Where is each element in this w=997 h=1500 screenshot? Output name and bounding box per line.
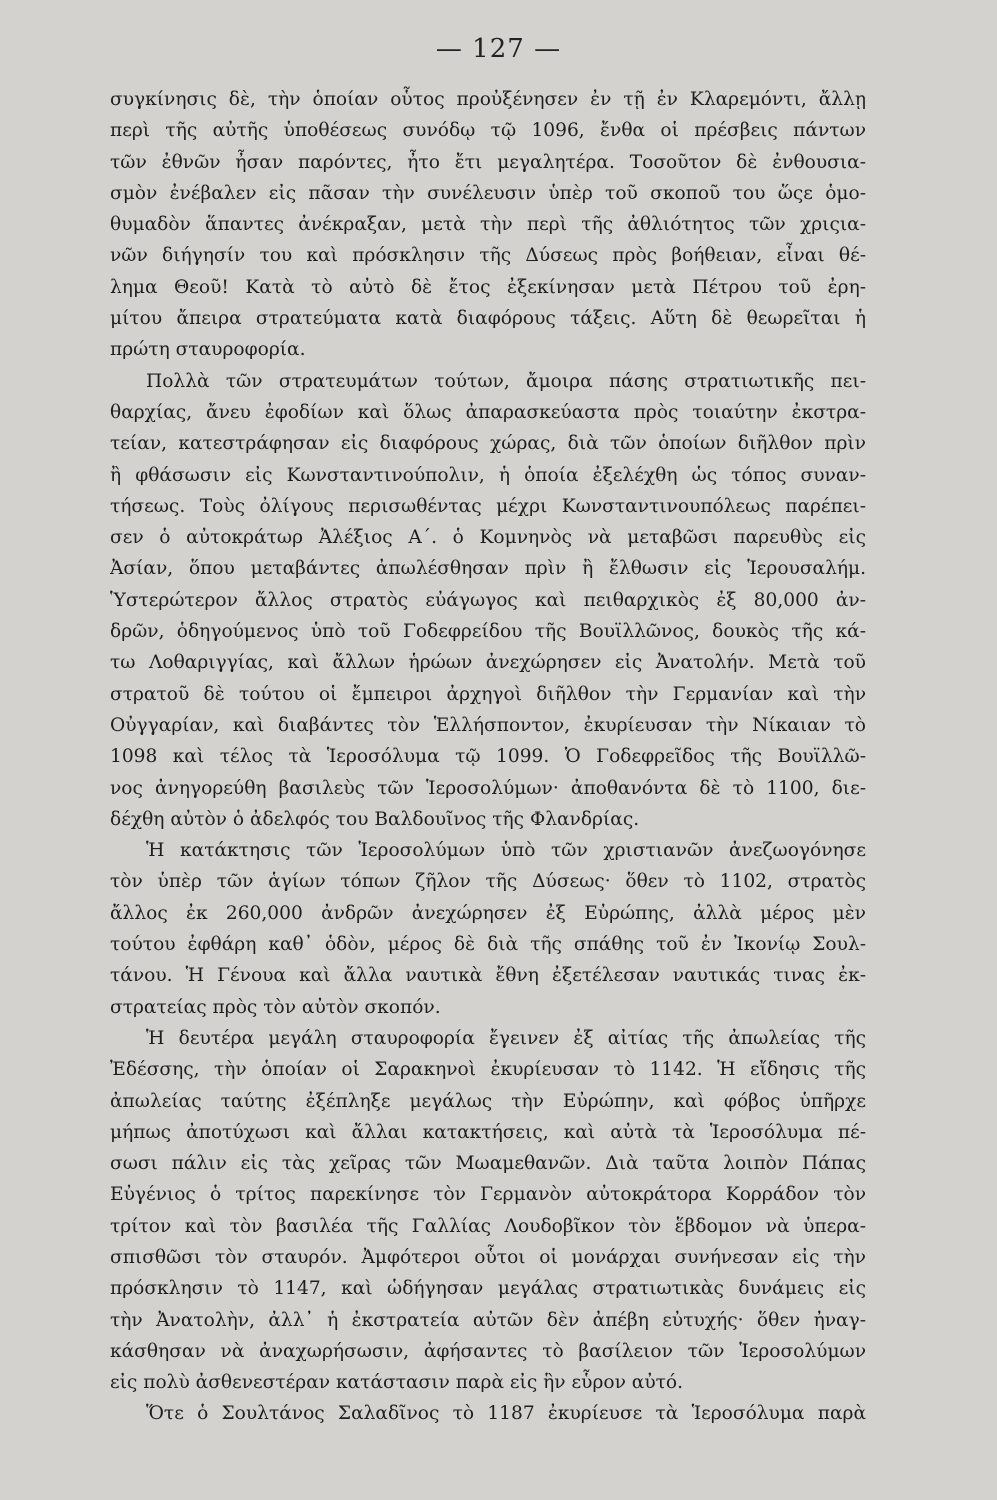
text-line: στρατείας πρὸς τὸν αὐτὸν σκοπόν. bbox=[110, 996, 441, 1018]
text-line: νος ἀνηγορεύθη βασιλεὺς τῶν Ἱεροσολύμων· ἀποθανόντα δὲ τὸ 1100, διε- bbox=[110, 777, 866, 799]
text-line: Ἀσίαν, ὅπου μεταβάντες ἀπωλέσθησαν πρὶν ἢ ἔλθωσιν εἰς Ἱερουσαλήμ. bbox=[110, 558, 866, 580]
text-line: συγκίνησις δὲ, τὴν ὁποίαν οὗτος προὐξένησεν ἐν τῇ ἐν Κλαρεμόντι, ἄλλῃ bbox=[110, 89, 866, 110]
text-line: θαρχίας, ἄνευ ἐφοδίων καὶ ὅλως ἀπαρασκεύαστα πρὸς τοιαύτην ἐκστρα- bbox=[110, 401, 866, 423]
paragraph bbox=[110, 1023, 866, 1399]
text-line: περὶ τῆς αὐτῆς ὑποθέσεως συνόδῳ τῷ 1096, ἔνθα οἱ πρέσβεις πάντων bbox=[110, 120, 866, 142]
text-line: τούτου ἐφθάρη καθ᾽ ὁδὸν, μέρος δὲ διὰ τῆς σπάθης τοῦ ἐν Ἰκονίῳ Σουλ- bbox=[110, 934, 866, 956]
text-line: τὴν Ἀνατολὴν, ἀλλ᾽ ἡ ἐκστρατεία αὐτῶν δὲν ἀπέβη εὐτυχής· ὅθεν ἠναγ- bbox=[110, 1309, 866, 1331]
paragraph bbox=[110, 84, 866, 366]
page-number: — 127 — bbox=[435, 34, 562, 64]
paragraph bbox=[110, 835, 866, 1023]
text-line: τρίτον καὶ τὸν βασιλέα τῆς Γαλλίας Λουδοβῖκον τὸν ἕβδομον νὰ ὑπερα- bbox=[110, 1215, 866, 1237]
text-line: νῶν διήγησίν του καὶ πρόσκλησιν τῆς Δύσεως πρὸς βοήθειαν, εἶναι θέ- bbox=[110, 245, 866, 267]
text-line: Πολλὰ τῶν στρατευμάτων τούτων, ἄμοιρα πάσης στρατιωτικῆς πει- bbox=[146, 370, 866, 392]
text-line: εἰς πολὺ ἀσθενεστέραν κατάστασιν παρὰ εἰς ἣν εὗρον αὐτό. bbox=[110, 1372, 684, 1394]
text-line: δρῶν, ὁδηγούμενος ὑπὸ τοῦ Γοδεφρείδου τῆς Βουϊλλῶνος, δουκὸς τῆς κά- bbox=[110, 621, 866, 643]
text-line: μήπως ἀποτύχωσι καὶ ἄλλαι κατακτήσεις, καὶ αὐτὰ τὰ Ἱεροσόλυμα πέ- bbox=[110, 1121, 866, 1143]
text-line: πρώτη σταυροφορία. bbox=[110, 339, 306, 361]
text-line: ἀπωλείας ταύτης ἐξέπληξε μεγάλως τὴν Εὐρώπην, καὶ φόβος ὑπῆρχε bbox=[110, 1090, 866, 1112]
text-line: σωσι πάλιν εἰς τὰς χεῖρας τῶν Μωαμεθανῶν. Διὰ ταῦτα λοιπὸν Πάπας bbox=[110, 1153, 866, 1175]
text-line: Ὅτε ὁ Σουλτάνος Σαλαδῖνος τὸ 1187 ἐκυρίευσε τὰ Ἱεροσόλυμα παρὰ bbox=[146, 1403, 866, 1425]
text-line: ἄλλος ἐκ 260,000 ἀνδρῶν ἀνεχώρησεν ἐξ Εὐρώπης, ἀλλὰ μέρος μὲν bbox=[110, 902, 866, 924]
text-line: Οὐγγαρίαν, καὶ διαβάντες τὸν Ἑλλήσποντον, ἐκυρίευσαν τὴν Νίκαιαν τὸ bbox=[110, 714, 866, 736]
text-line: τω Λοθαριγγίας, καὶ ἄλλων ἡρώων ἀνεχώρησεν εἰς Ἀνατολήν. Μετὰ τοῦ bbox=[110, 652, 866, 674]
text-line: σμὸν ἐνέβαλεν εἰς πᾶσαν τὴν συνέλευσιν ὑπὲρ τοῦ σκοποῦ του ὥςε ὁμο- bbox=[110, 182, 866, 204]
text-line: ἢ φθάσωσιν εἰς Κωνσταντινούπολιν, ἡ ὁποία ἐξελέχθη ὡς τόπος συναν- bbox=[110, 464, 866, 486]
text-line: σεν ὁ αὐτοκράτωρ Ἀλέξιος Α΄. ὁ Κομνηνὸς νὰ μεταβῶσι παρευθὺς εἰς bbox=[110, 527, 866, 549]
text-line: Ἐδέσσης, τὴν ὁποίαν οἱ Σαρακηνοὶ ἐκυρίευσαν τὸ 1142. Ἡ εἴδησις τῆς bbox=[110, 1059, 866, 1081]
text-line: λημα Θεοῦ! Κατὰ τὸ αὐτὸ δὲ ἔτος ἐξεκίνησαν μετὰ Πέτρου τοῦ ἐρη- bbox=[110, 276, 866, 298]
text-line: τῶν ἐθνῶν ἦσαν παρόντες, ἦτο ἔτι μεγαλητέρα. Τοσοῦτον δὲ ἐνθουσια- bbox=[110, 151, 866, 173]
body-text bbox=[110, 84, 866, 1430]
text-line: μίτου ἄπειρα στρατεύματα κατὰ διαφόρους τάξεις. Αὕτη δὲ θεωρεῖται ἡ bbox=[110, 308, 866, 330]
text-line: δέχθη αὐτὸν ὁ ἀδελφός του Βαλδουῖνος τῆς Φλανδρίας. bbox=[110, 808, 640, 830]
text-line: κάσθησαν νὰ ἀναχωρήσωσιν, ἀφήσαντες τὸ βασίλειον τῶν Ἱεροσολύμων bbox=[110, 1340, 866, 1362]
text-line: σπισθῶσι τὸν σταυρόν. Ἀμφότεροι οὗτοι οἱ μονάρχαι συνήνεσαν εἰς τὴν bbox=[110, 1246, 866, 1268]
text-line: τήσεως. Τοὺς ὀλίγους περισωθέντας μέχρι Κωνσταντινουπόλεως παρέπει- bbox=[110, 495, 866, 517]
text-line: Ὑστερώτερον ἄλλος στρατὸς εὐάγωγος καὶ πειθαρχικὸς ἐξ 80,000 ἀν- bbox=[110, 589, 866, 611]
text-line: Ἡ κατάκτησις τῶν Ἱεροσολύμων ὑπὸ τῶν χριστιανῶν ἀνεζωογόνησε bbox=[146, 840, 866, 862]
text-line: τείαν, κατεστράφησαν εἰς διαφόρους χώρας, διὰ τῶν ὁποίων διῆλθον πρὶν bbox=[110, 433, 866, 455]
paragraph bbox=[110, 366, 866, 835]
text-line: στρατοῦ δὲ τούτου οἱ ἔμπειροι ἀρχηγοὶ διῆλθον τὴν Γερμανίαν καὶ τὴν bbox=[110, 683, 866, 705]
paragraph bbox=[110, 1398, 866, 1429]
text-line: τὸν ὑπὲρ τῶν ἁγίων τόπων ζῆλον τῆς Δύσεως· ὅθεν τὸ 1102, στρατὸς bbox=[110, 871, 866, 893]
text-line: τάνου. Ἡ Γένουα καὶ ἄλλα ναυτικὰ ἔθνη ἐξετέλεσαν ναυτικάς τινας ἐκ- bbox=[110, 965, 866, 987]
text-line: πρόσκλησιν τὸ 1147, καὶ ὡδήγησαν μεγάλας στρατιωτικὰς δυνάμεις εἰς bbox=[110, 1278, 866, 1300]
text-line: 1098 καὶ τέλος τὰ Ἱεροσόλυμα τῷ 1099. Ὁ Γοδεφρεῖδος τῆς Βουϊλλῶ- bbox=[110, 746, 866, 768]
text-line: Ἡ δευτέρα μεγάλη σταυροφορία ἔγεινεν ἐξ αἰτίας τῆς ἀπωλείας τῆς bbox=[146, 1027, 866, 1049]
text-line: θυμαδὸν ἅπαντες ἀνέκραξαν, μετὰ τὴν περὶ τῆς ἀθλιότητος τῶν χριςια- bbox=[110, 214, 866, 236]
text-line: Εὐγένιος ὁ τρίτος παρεκίνησε τὸν Γερμανὸν αὐτοκράτορα Κορράδον τὸν bbox=[110, 1184, 866, 1206]
